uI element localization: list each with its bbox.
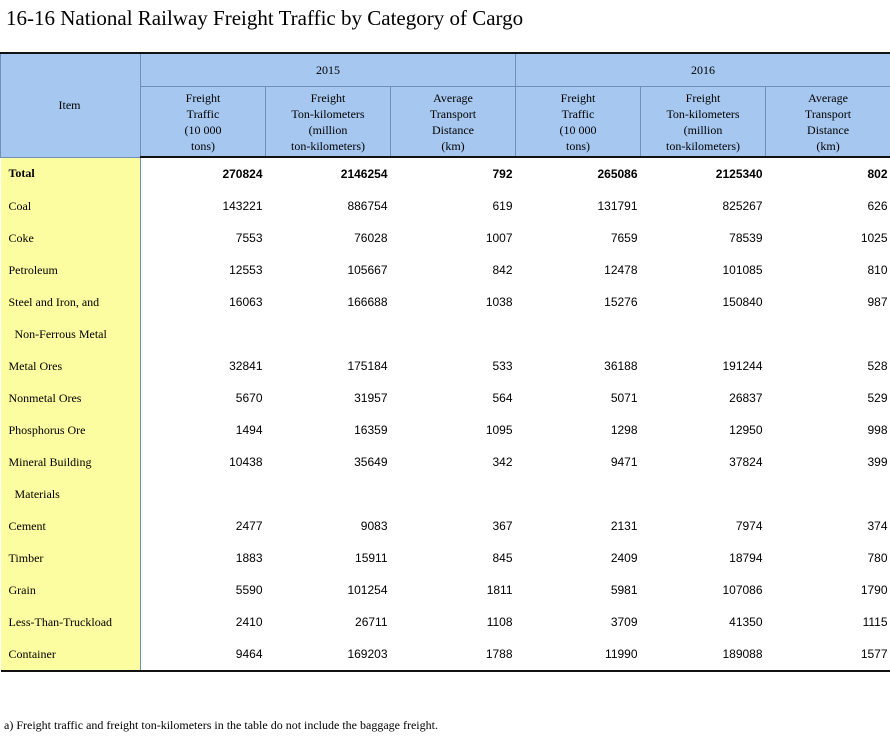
footnote: a) Freight traffic and freight ton-kilometers in the table do not include the baggage freight.: [4, 718, 438, 732]
table-row: [1, 286, 890, 318]
cell-value: 792: [492, 167, 513, 181]
row-label: Metal Ores: [1, 350, 141, 382]
cell-value: 987: [867, 295, 888, 309]
cell-value: 1108: [486, 615, 513, 629]
cell-value: 619: [492, 199, 513, 213]
cell-value: 76028: [354, 231, 388, 245]
cell-value: [641, 318, 766, 350]
cell-value: 3709: [610, 615, 638, 629]
cell-value: [516, 318, 641, 350]
cell-value: 131791: [597, 199, 638, 213]
cell-value: 7974: [735, 519, 763, 533]
cell-value: 31957: [354, 391, 388, 405]
cell-value: [141, 318, 266, 350]
cell-value: 37824: [729, 455, 763, 469]
cell-value: 10438: [229, 455, 263, 469]
cell-value: [766, 478, 890, 510]
table-row: [1, 157, 890, 190]
cell-value: 1790: [860, 583, 888, 597]
cell-value: 342: [492, 455, 513, 469]
cell-value: 2125340: [715, 167, 763, 181]
cell-value: 1577: [766, 638, 890, 671]
cell-value: 265086: [597, 167, 638, 181]
cell-value: 12553: [229, 263, 263, 277]
cell-value: 1115: [862, 615, 888, 629]
row-label: Non-Ferrous Metal: [1, 318, 141, 350]
cell-value: 2146254: [340, 167, 388, 181]
cell-value: 2477: [235, 519, 263, 533]
cell-value: 166688: [347, 295, 388, 309]
cell-value: 11990: [516, 638, 641, 671]
table-row: [1, 222, 890, 254]
cell-value: [391, 478, 516, 510]
cell-value: 564: [492, 391, 513, 405]
cell-value: 1298: [610, 423, 638, 437]
freight-table: [0, 52, 890, 672]
table-row: [1, 478, 890, 510]
cell-value: 143221: [222, 199, 263, 213]
cell-value: [141, 478, 266, 510]
cell-value: 35649: [354, 455, 388, 469]
cell-value: 825267: [722, 199, 763, 213]
table-row: [1, 510, 890, 542]
table-row: [1, 414, 890, 446]
cell-value: 26837: [729, 391, 763, 405]
cell-value: 189088: [641, 638, 766, 671]
cell-value: 41350: [729, 615, 763, 629]
cell-value: 101085: [722, 263, 763, 277]
cell-value: 12950: [729, 423, 763, 437]
cell-value: 2410: [235, 615, 263, 629]
table-row: [1, 350, 890, 382]
column-header-freight-traffic-2016: Freight Traffic (10 000 tons): [516, 87, 641, 158]
cell-value: 1007: [485, 231, 513, 245]
cell-value: 105667: [347, 263, 388, 277]
table-row: [1, 574, 890, 606]
column-header-avg-distance-2015: Average Transport Distance (km): [391, 87, 516, 158]
cell-value: 528: [867, 359, 888, 373]
cell-value: 175184: [347, 359, 388, 373]
cell-value: 842: [492, 263, 513, 277]
row-label: Coke: [1, 222, 141, 254]
column-header-freight-traffic-2015: Freight Traffic (10 000 tons): [141, 87, 266, 158]
cell-value: 1788: [391, 638, 516, 671]
cell-value: 101254: [347, 583, 388, 597]
cell-value: 7659: [610, 231, 638, 245]
cell-value: 810: [867, 263, 888, 277]
cell-value: 270824: [222, 167, 263, 181]
cell-value: 886754: [347, 199, 388, 213]
row-label: Less-Than-Truckload: [1, 606, 141, 638]
cell-value: 626: [867, 199, 888, 213]
cell-value: 529: [867, 391, 888, 405]
row-label: Petroleum: [1, 254, 141, 286]
cell-value: [391, 318, 516, 350]
table-row: [1, 446, 890, 478]
cell-value: [516, 478, 641, 510]
cell-value: 367: [492, 519, 513, 533]
item-header: Item: [1, 53, 141, 157]
cell-value: 169203: [266, 638, 391, 671]
cell-value: 1038: [485, 295, 513, 309]
cell-value: 15276: [604, 295, 638, 309]
cell-value: [641, 478, 766, 510]
cell-value: 845: [492, 551, 513, 565]
cell-value: 5981: [610, 583, 638, 597]
column-header-freight-ton-km-2015: Freight Ton-kilometers (million ton-kilometers): [266, 87, 391, 158]
row-label: Container: [1, 638, 141, 671]
cell-value: 2131: [610, 519, 638, 533]
cell-value: 374: [867, 519, 888, 533]
cell-value: 9083: [360, 519, 388, 533]
table-row: [1, 318, 890, 350]
cell-value: 15911: [355, 551, 388, 565]
row-label: Total: [1, 157, 141, 190]
table-row: [1, 542, 890, 574]
year-header-2015: 2015: [141, 53, 516, 87]
column-header-freight-ton-km-2016: Freight Ton-kilometers (million ton-kilometers): [641, 87, 766, 158]
page-title: 16-16 National Railway Freight Traffic by Category of Cargo: [6, 6, 524, 30]
table-row: [1, 254, 890, 286]
cell-value: 5071: [610, 391, 638, 405]
cell-value: 1811: [486, 583, 513, 597]
cell-value: [766, 318, 890, 350]
cell-value: 26711: [355, 615, 388, 629]
cell-value: 18794: [729, 551, 763, 565]
cell-value: [266, 318, 391, 350]
cell-value: 9471: [610, 455, 638, 469]
cell-value: 191244: [722, 359, 763, 373]
cell-value: 78539: [729, 231, 763, 245]
cell-value: 1883: [235, 551, 263, 565]
cell-value: 998: [867, 423, 888, 437]
cell-value: 150840: [722, 295, 763, 309]
row-label: Timber: [1, 542, 141, 574]
cell-value: 32841: [229, 359, 263, 373]
cell-value: 2409: [610, 551, 638, 565]
cell-value: 9464: [141, 638, 266, 671]
table-row: [1, 382, 890, 414]
row-label: Phosphorus Ore: [1, 414, 141, 446]
cell-value: [266, 478, 391, 510]
table-row: [1, 638, 890, 671]
row-label: Cement: [1, 510, 141, 542]
row-label: Grain: [1, 574, 141, 606]
table-row: [1, 606, 890, 638]
cell-value: 1494: [235, 423, 263, 437]
table-row: [1, 190, 890, 222]
column-header-avg-distance-2016: Average Transport Distance (km): [766, 87, 890, 158]
cell-value: 7553: [235, 231, 263, 245]
cell-value: 16359: [354, 423, 388, 437]
cell-value: 1025: [860, 231, 888, 245]
year-header-2016: 2016: [516, 53, 890, 87]
cell-value: 16063: [229, 295, 263, 309]
cell-value: 107086: [722, 583, 763, 597]
row-label: Coal: [1, 190, 141, 222]
cell-value: 5590: [235, 583, 263, 597]
row-label: Mineral Building: [1, 446, 141, 478]
row-label: Steel and Iron, and: [1, 286, 141, 318]
cell-value: 802: [867, 167, 888, 181]
row-label: Nonmetal Ores: [1, 382, 141, 414]
cell-value: 533: [492, 359, 513, 373]
cell-value: 780: [867, 551, 888, 565]
cell-value: 1095: [485, 423, 513, 437]
cell-value: 36188: [604, 359, 638, 373]
cell-value: 5670: [235, 391, 263, 405]
row-label: Materials: [1, 478, 141, 510]
cell-value: 12478: [604, 263, 638, 277]
cell-value: 399: [867, 455, 888, 469]
